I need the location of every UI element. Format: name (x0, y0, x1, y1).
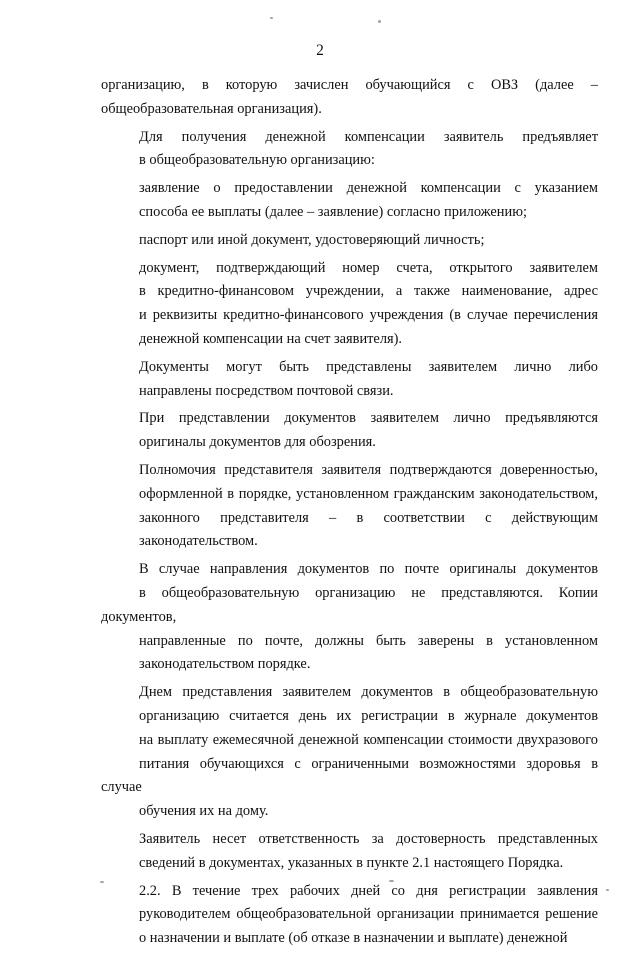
paragraph (101, 459, 598, 554)
text-line: Полномочия представителя заявителя подтверждаются доверенностью, (139, 461, 598, 478)
text-line: организацию, в которую зачислен обучающийся с ОВЗ (далее – (101, 77, 598, 93)
text-line: оформленной в порядке, установленном гражданским законодательством, (139, 485, 598, 502)
paragraph (101, 126, 598, 174)
text-line: в общеобразовательную организацию не представляются. Копии документов, (101, 584, 598, 625)
paragraph (101, 177, 598, 225)
paragraph (101, 74, 598, 122)
text-line: обучения их на дому. (139, 803, 269, 820)
text-line: Для получения денежной компенсации заявитель предъявляет (139, 128, 598, 145)
text-line: в общеобразовательную организацию: (139, 152, 375, 169)
text-line: 2.2. В течение трех рабочих дней со дня регистрации заявления (139, 882, 598, 899)
text-line: законодательством порядке. (139, 656, 311, 673)
scan-speck (606, 889, 609, 891)
text-line: способа ее выплаты (далее – заявление) согласно приложению; (139, 203, 527, 220)
text-line: законодательством. (139, 533, 258, 550)
paragraph (101, 681, 598, 824)
text-line: о назначении и выплате (об отказе в назначении и выплате) денежной (139, 930, 568, 947)
text-line: законного представителя – в соответствии с действующим (139, 509, 598, 526)
text-line: документ, подтверждающий номер счета, открытого заявителем (139, 259, 598, 276)
text-line: Заявитель несет ответственность за достоверность представленных (139, 830, 598, 847)
text-line: и реквизиты кредитно-финансового учреждения (в случае перечисления (139, 307, 598, 324)
paragraph (101, 229, 598, 253)
document-body (101, 74, 598, 955)
text-line: оригиналы документов для обозрения. (139, 434, 376, 451)
text-line: Днем представления заявителем документов в общеобразовательную (139, 684, 598, 701)
text-line: паспорт или иной документ, удостоверяющий личность; (139, 231, 485, 248)
scan-speck (270, 17, 273, 19)
page-number: 2 (316, 42, 324, 59)
text-line: сведений в документах, указанных в пункте 2.1 настоящего Порядка. (139, 854, 564, 871)
paragraph (101, 356, 598, 404)
text-line: руководителем общеобразовательной организации принимается решение (139, 906, 598, 923)
text-line: направленные по почте, должны быть заверены в установленном (139, 632, 598, 649)
text-line: общеобразовательная организация). (101, 100, 322, 117)
text-line: Документы могут быть представлены заявителем лично либо (139, 358, 598, 375)
scan-speck (389, 880, 394, 882)
text-line: на выплату ежемесячной денежной компенсации стоимости двухразового (139, 731, 598, 748)
paragraph (101, 407, 598, 455)
paragraph (101, 828, 598, 876)
text-line: заявление о предоставлении денежной компенсации с указанием (139, 180, 598, 197)
text-line: организацию считается день их регистрации в журнале документов (139, 707, 598, 724)
text-line: денежной компенсации на счет заявителя). (139, 330, 403, 347)
text-line: направлены посредством почтовой связи. (139, 382, 394, 399)
text-line: При представлении документов заявителем лично предъявляются (139, 410, 598, 427)
scan-speck (100, 881, 104, 883)
text-line: питания обучающихся с ограниченными возможностями здоровья в случае (101, 755, 598, 796)
text-line: В случае направления документов по почте оригиналы документов (139, 561, 598, 578)
scan-speck (378, 20, 381, 23)
paragraph (101, 257, 598, 352)
paragraph (101, 880, 598, 951)
text-line: в кредитно-финансовом учреждении, а также наименование, адрес (139, 283, 598, 300)
paragraph (101, 558, 598, 677)
